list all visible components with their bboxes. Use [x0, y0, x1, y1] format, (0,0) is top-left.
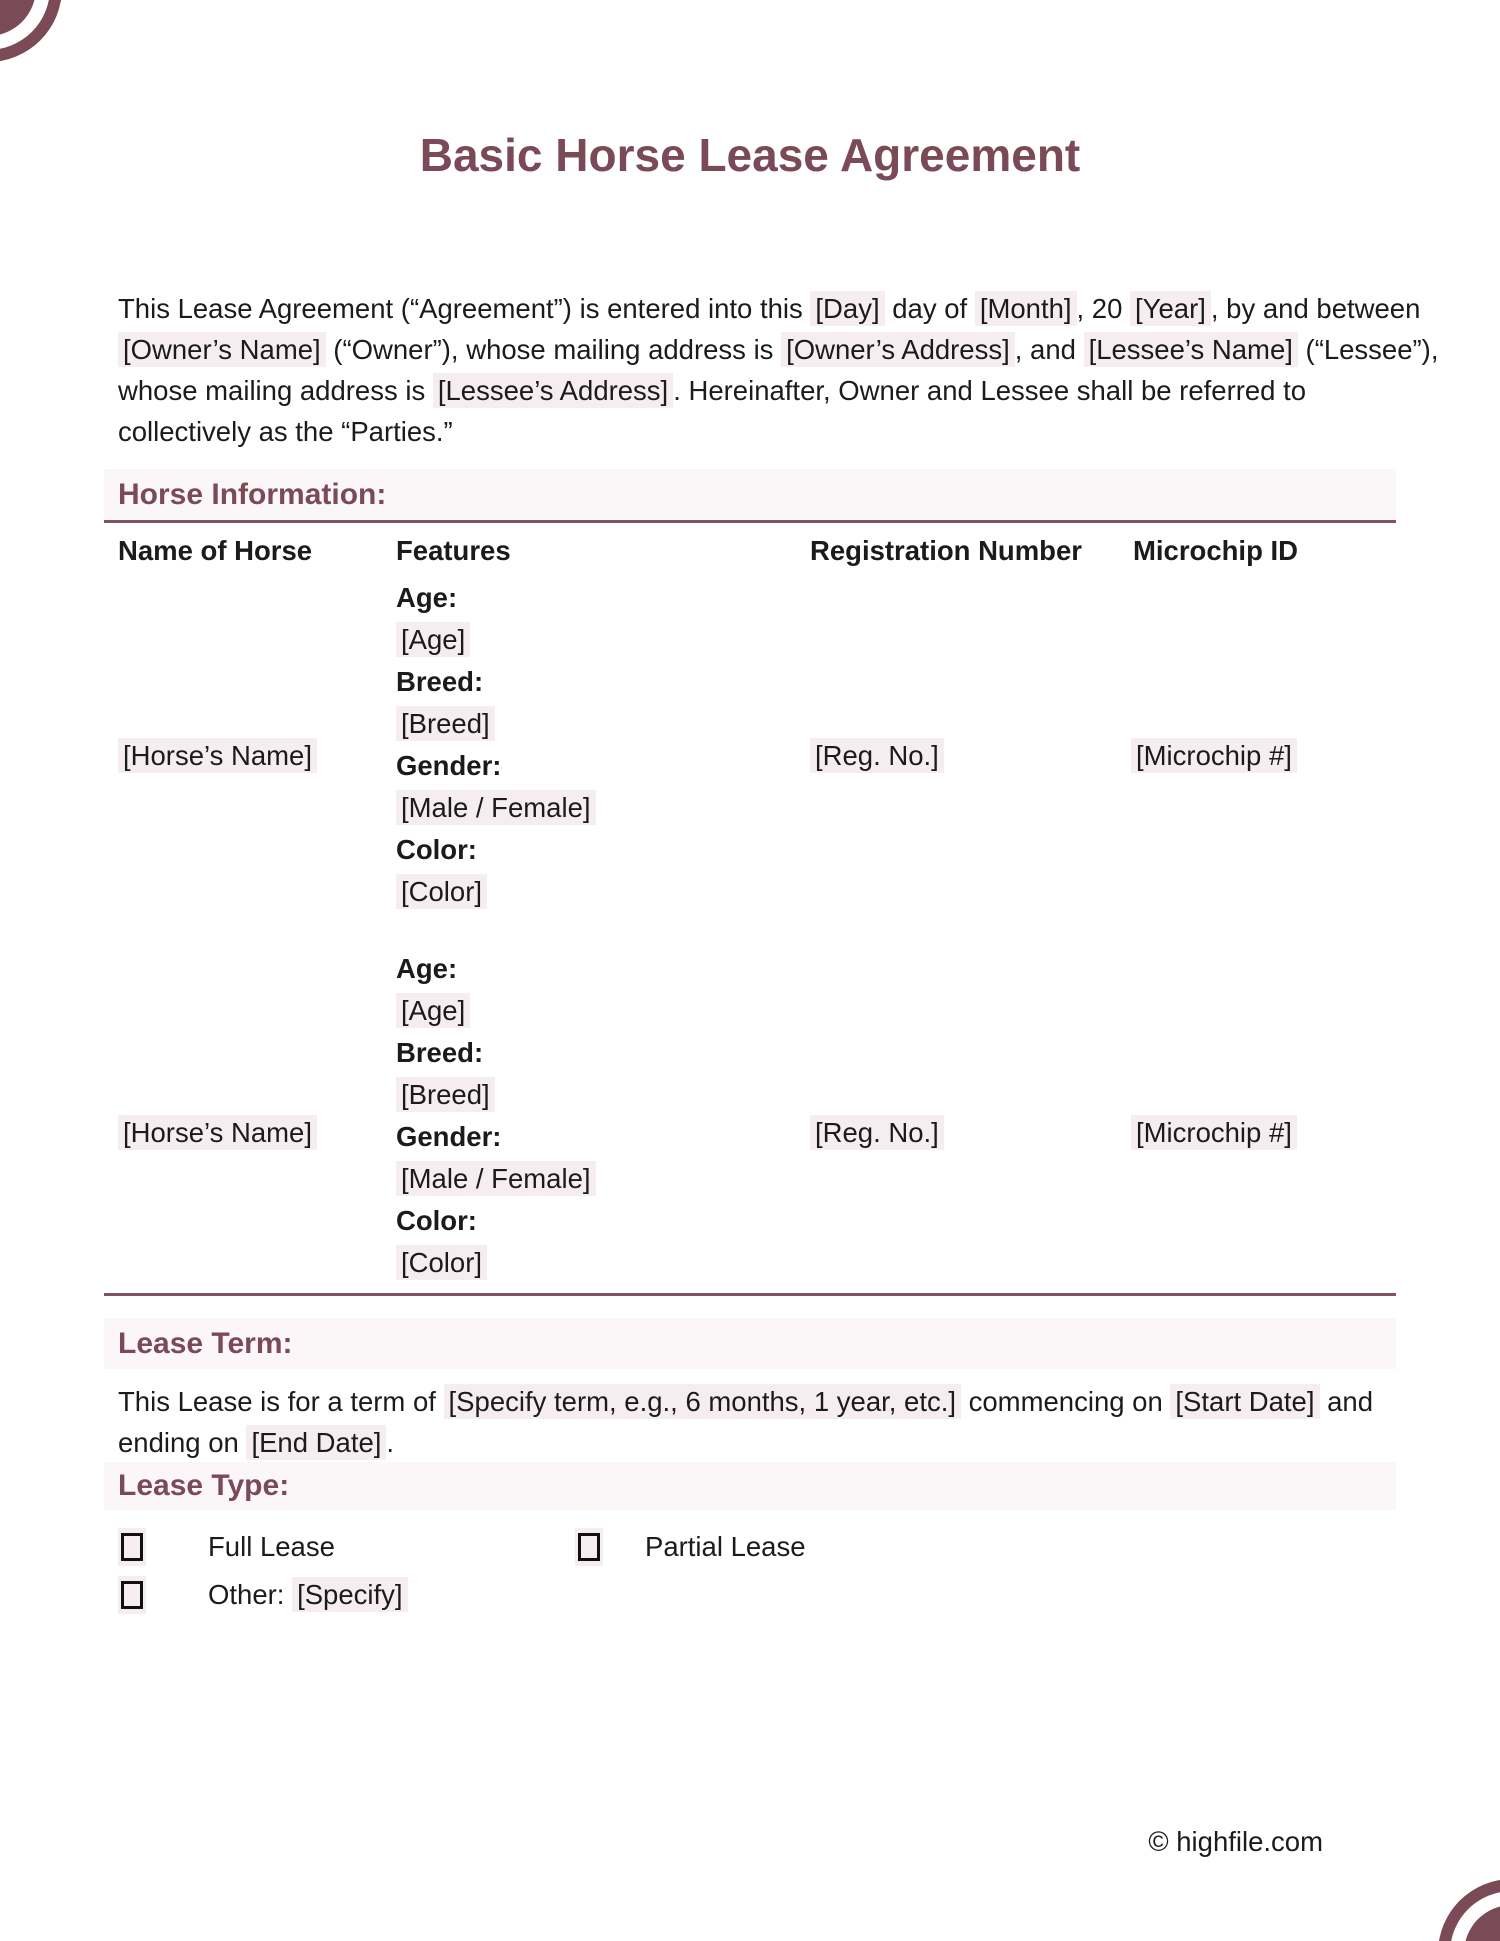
- table-row-2-microchip-id: [Microchip #]: [1131, 1116, 1297, 1150]
- checkbox-full-lease[interactable]: [118, 1528, 146, 1566]
- intro-line: This Lease Agreement (“Agreement”) is entered into this [Day] day of [Month] , 20 [Year] , by and between: [118, 293, 1421, 324]
- feature-label: Color:: [396, 834, 477, 865]
- table-row-1-registration-number: [Reg. No.]: [810, 739, 944, 773]
- footer-copyright: © highfile.com: [1148, 1826, 1323, 1857]
- feature-value: [Male / Female]: [396, 790, 596, 825]
- checkbox-other[interactable]: [118, 1576, 146, 1614]
- feature-value: [Age]: [396, 622, 470, 657]
- table-row-1-horse-name: [Horse’s Name]: [118, 739, 317, 773]
- checkbox-icon: [121, 1533, 143, 1561]
- column-header-features: Features: [396, 535, 511, 566]
- checkbox-icon: [578, 1533, 600, 1561]
- highfile-logo-icon: [0, 0, 80, 80]
- feature-label: Age:: [396, 953, 458, 984]
- option-label-full-lease: Full Lease: [208, 1531, 335, 1562]
- feature-label: Age:: [396, 582, 458, 613]
- column-header-microchip-id: Microchip ID: [1133, 535, 1299, 566]
- intro-line: collectively as the “Parties.”: [118, 416, 453, 447]
- table-row-2-features: [396, 948, 596, 1284]
- checkbox-partial-lease[interactable]: [575, 1528, 603, 1566]
- table-row-2-horse-name: [Horse’s Name]: [118, 1116, 317, 1150]
- lease-term-paragraph: [118, 1381, 1373, 1463]
- feature-value: [Male / Female]: [396, 1161, 596, 1196]
- table-row-1-microchip-id: [Microchip #]: [1131, 739, 1297, 773]
- section-header-lease-type: [104, 1462, 1396, 1510]
- highfile-logo-icon: [1420, 1861, 1500, 1941]
- table-row-1-features: [396, 577, 596, 913]
- section-header-label: Lease Term:: [118, 1327, 293, 1360]
- column-header-name-of-horse: Name of Horse: [118, 535, 313, 566]
- section-header-label: Lease Type:: [118, 1469, 290, 1502]
- page-title: Basic Horse Lease Agreement: [419, 129, 1081, 181]
- option-label-partial-lease: Partial Lease: [645, 1531, 806, 1562]
- checkbox-icon: [121, 1581, 143, 1609]
- feature-label: Gender:: [396, 750, 502, 781]
- feature-label: Color:: [396, 1205, 477, 1236]
- lease-term-line: ending on [End Date] .: [118, 1427, 395, 1458]
- intro-line: [Owner’s Name] (“Owner”), whose mailing address is [Owner’s Address] , and [Lessee’s Name] (“Lessee”),: [118, 329, 1438, 370]
- feature-label: Breed:: [396, 666, 484, 697]
- section-header-lease-term: [104, 1318, 1396, 1369]
- intro-paragraph: [118, 288, 1438, 452]
- option-label-other: Other: [Specify]: [208, 1577, 408, 1613]
- feature-value: [Age]: [396, 993, 470, 1028]
- intro-line: whose mailing address is [Lessee’s Address] . Hereinafter, Owner and Lessee shall be referred to: [118, 375, 1307, 406]
- feature-value: [Breed]: [396, 706, 495, 741]
- table-row-2-registration-number: [Reg. No.]: [810, 1116, 944, 1150]
- table-bottom-border: [104, 1293, 1396, 1296]
- feature-value: [Color]: [396, 1245, 487, 1280]
- lease-term-line: This Lease is for a term of [Specify term, e.g., 6 months, 1 year, etc.] commencing on [Start Date] and: [118, 1386, 1374, 1417]
- feature-value: [Color]: [396, 874, 487, 909]
- section-header-horse-information: [104, 469, 1396, 523]
- feature-label: Gender:: [396, 1121, 502, 1152]
- section-header-label: Horse Information:: [118, 478, 387, 511]
- feature-value: [Breed]: [396, 1077, 495, 1112]
- column-header-registration-number: Registration Number: [810, 535, 1082, 566]
- feature-label: Breed:: [396, 1037, 484, 1068]
